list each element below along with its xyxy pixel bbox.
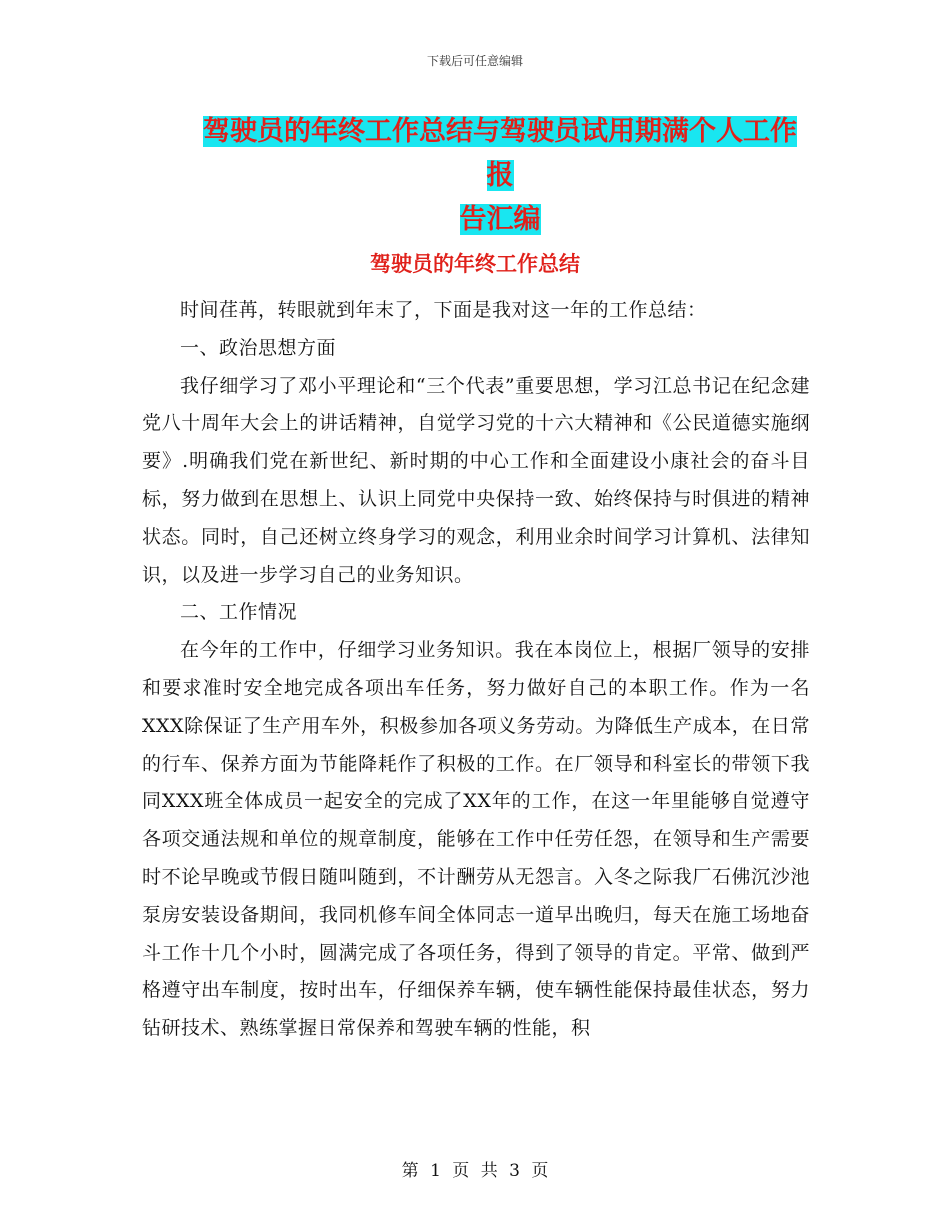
document-title	[190, 110, 810, 242]
heading-work-situation: 二、工作情况	[180, 601, 298, 624]
paragraph-intro: 时间荏苒，转眼就到年末了，下面是我对这一年的工作总结：	[180, 299, 707, 321]
title-line-1: 驾驶员的年终工作总结与驾驶员试用期满个人工作报	[203, 116, 797, 191]
page-footer: 第 1 页 共 3 页	[401, 1161, 549, 1181]
section-title: 驾驶员的年终工作总结	[370, 252, 580, 276]
header-note: 下载后可任意编辑	[426, 54, 523, 68]
title-line-2: 告汇编	[459, 204, 541, 235]
paragraph-work-situation: 在今年的工作中，仔细学习业务知识。我在本岗位上，根据厂领导的安排和要求准时安全地完成各项出车任务，努力做好自己的本职工作。作为一名XXX除保证了生产用车外，积极参加各项义务劳动。为降低生产成本，在日常的行车、保养方面为节能降耗作了积极的工作。在厂领导和科室长的带领下我同XXX班全体成员一起安全的完成了XX年的工作，在这一年里能够自觉遵守各项交通法规和单位的规章制度，能够在工作中任劳任怨，在领导和生产需要时不论早晚或节假日随叫随到，不计酬劳从无怨言。入冬之际我厂石佛沉沙池泵房安装设备期间，我同机修车间全体同志一道早出晚归，每天在施工场地奋斗工作十几个小时，圆满完成了各项任务，得到了领导的肯定。平常、做到严格遵守出车制度，按时出车，仔细保养车辆，使车辆性能保持最佳状态，努力钻研技术、熟练掌握日常保养和驾驶车辆的性能，积	[142, 639, 810, 1040]
paragraph-political-thought: 我仔细学习了邓小平理论和“三个代表”重要思想，学习江总书记在纪念建党八十周年大会上的讲话精神，自觉学习党的十六大精神和《公民道德实施纲要》.明确我们党在新世纪、新时期的中心工作和全面建设小康社会的奋斗目标，努力做到在思想上、认识上同党中央保持一致、始终保持与时俱进的精神状态。同时，自己还树立终身学习的观念，利用业余时间学习计算机、法律知识，以及进一步学习自己的业务知识。	[142, 374, 810, 586]
heading-political-thought: 一、政治思想方面	[180, 336, 337, 359]
document-body	[142, 292, 810, 1048]
